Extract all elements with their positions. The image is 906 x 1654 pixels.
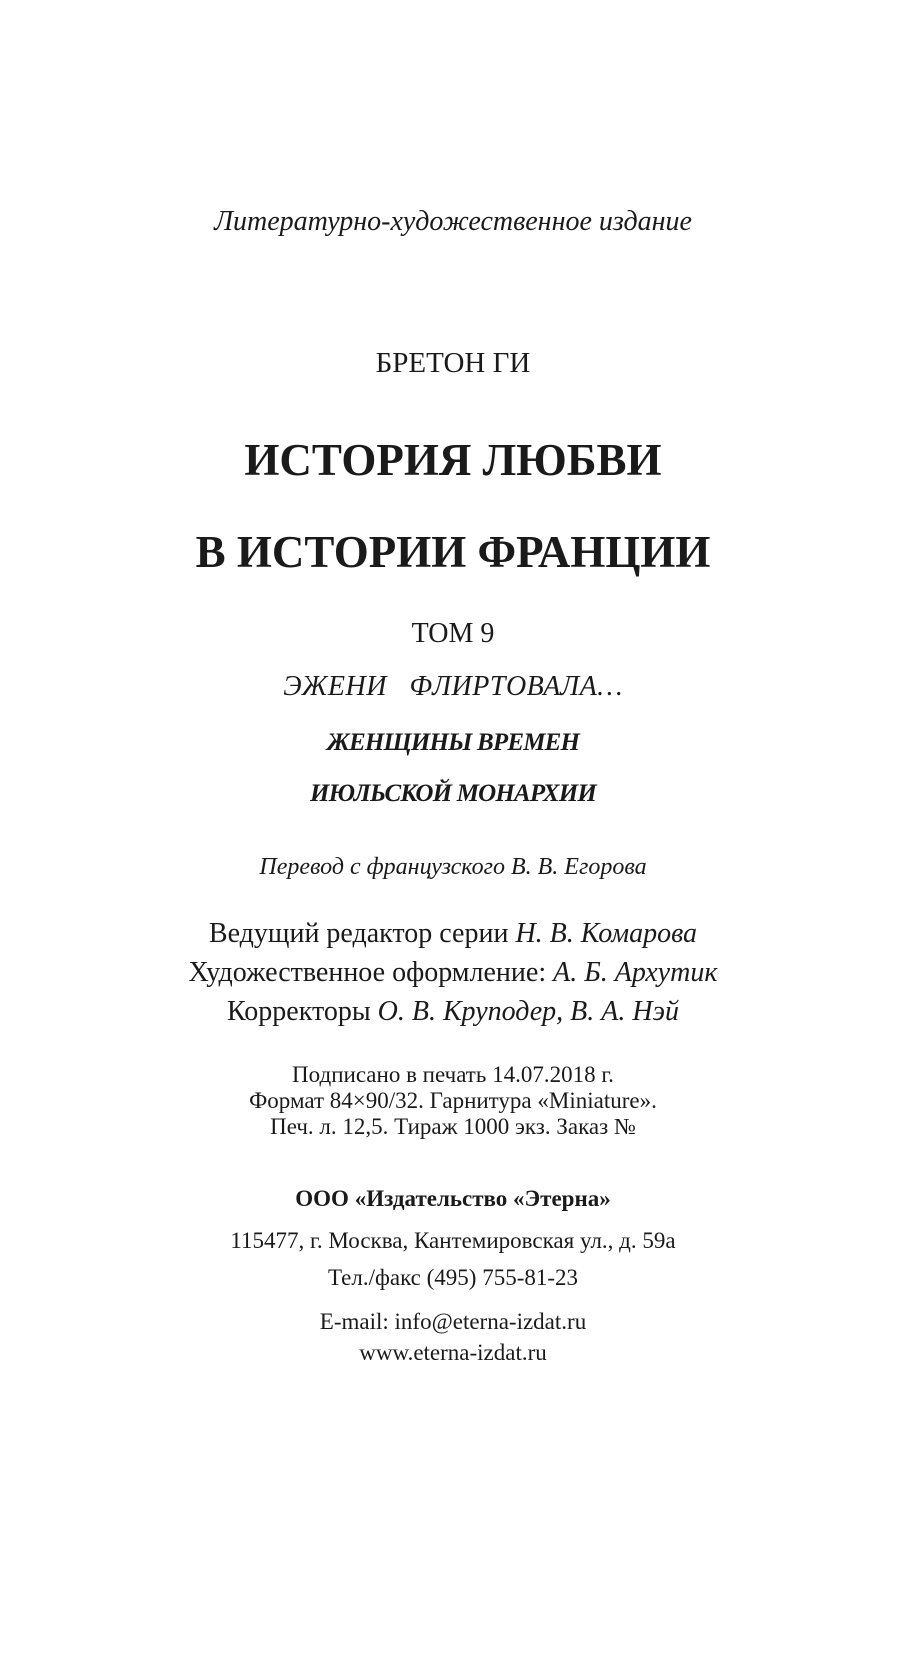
credit-person: А. Б. Архутик (553, 957, 718, 988)
genre-label: Литературно-художественное издание (214, 206, 692, 237)
publisher-name: ООО «Издательство «Этерна» (295, 1186, 611, 1211)
imprint-print-run: Печ. л. 12,5. Тираж 1000 экз. Заказ № (270, 1114, 636, 1139)
credit-person: О. В. Круподер, В. А. Нэй (377, 996, 679, 1027)
credit-role: Художественное оформление: (188, 957, 547, 988)
volume-number: ТОМ 9 (411, 618, 495, 649)
credit-role: Ведущий редактор серии (208, 918, 509, 949)
credit-person: Н. В. Комарова (515, 918, 698, 949)
publisher-email: E-mail: info@eterna-izdat.ru (319, 1309, 587, 1334)
author-name: БРЕТОН ГИ (375, 347, 531, 379)
publisher-address: 115477, г. Москва, Кантемировская ул., д. 59а (230, 1228, 676, 1253)
book-title-line-1: ИСТОРИЯ ЛЮБВИ (244, 435, 662, 485)
publisher-website: www.eterna-izdat.ru (359, 1340, 547, 1365)
imprint-signed-date: Подписано в печать 14.07.2018 г. (292, 1062, 614, 1087)
volume-subtitle-2-line-1: ЖЕНЩИНЫ ВРЕМЕН (326, 729, 580, 756)
translation-credit: Перевод с французского В. В. Егорова (259, 854, 647, 880)
credit-series-editor (0, 920, 906, 948)
publisher-phone: Тел./факс (495) 755-81-23 (327, 1265, 579, 1290)
volume-subtitle-2-line-2: ИЮЛЬСКОЙ МОНАРХИИ (310, 780, 596, 807)
credit-role: Корректоры (227, 996, 371, 1027)
book-title-line-2: В ИСТОРИИ ФРАНЦИИ (195, 527, 711, 577)
credit-proofreaders (0, 998, 906, 1026)
volume-subtitle: ЭЖЕНИ ФЛИРТОВАЛА… (283, 671, 623, 702)
credit-art-design (0, 959, 906, 987)
imprint-format: Формат 84×90/32. Гарнитура «Miniature». (249, 1088, 657, 1113)
